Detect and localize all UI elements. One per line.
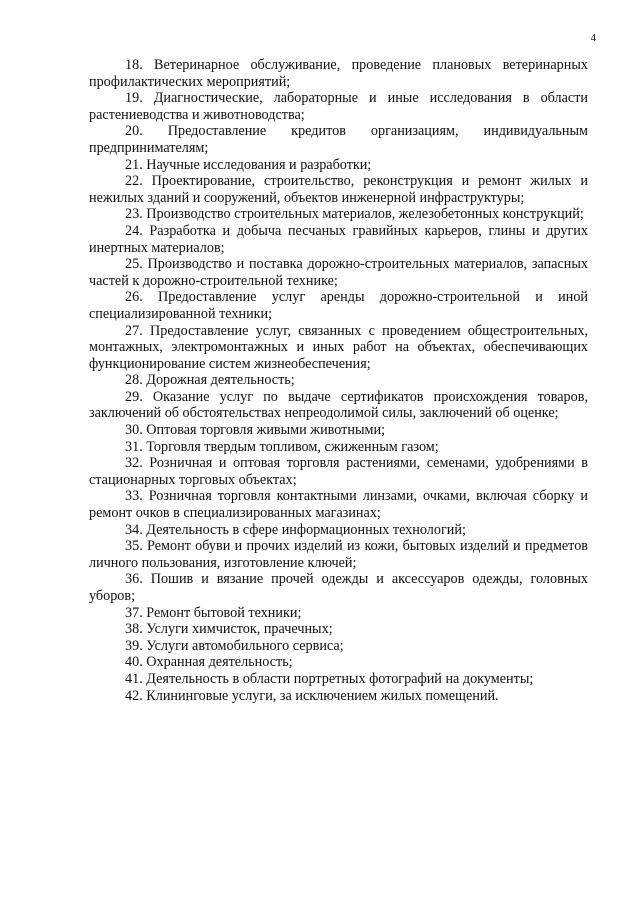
list-item: 24. Разработка и добыча песчаных гравийных карьеров, глины и других инертных материалов; (89, 222, 588, 256)
list-item: 26. Предоставление услуг аренды дорожно-строительной и иной специализированной техники; (89, 289, 588, 322)
list-item: 20. Предоставление кредитов организациям, индивидуальным предпринимателям; (89, 123, 588, 156)
list-item: 23. Производство строительных материалов, железобетонных конструкций; (125, 206, 584, 223)
page-number: 4 (590, 32, 596, 44)
list-item: 35. Ремонт обуви и прочих изделий из кожи, бытовых изделий и предметов личного пользования, изготовление ключей; (89, 538, 588, 571)
list-item: 28. Дорожная деятельность; (125, 372, 295, 389)
activity-list (89, 57, 588, 704)
list-item: 30. Оптовая торговля живыми животными; (125, 422, 386, 439)
list-item: 33. Розничная торговля контактными линзами, очками, включая сборку и ремонт очков в специализированных магазинах; (89, 488, 588, 522)
list-item: 21. Научные исследования и разработки; (125, 156, 372, 173)
list-item: 25. Производство и поставка дорожно-строительных материалов, запасных частей к дорожно-строительной технике; (89, 256, 588, 289)
list-item: 19. Диагностические, лабораторные и иные исследования в области растениеводства и животноводства; (89, 90, 588, 123)
list-item: 41. Деятельность в области портретных фотографий на документы; (125, 670, 534, 687)
list-item: 42. Клининговые услуги, за исключением жилых помещений. (125, 687, 499, 704)
list-item: 29. Оказание услуг по выдаче сертификатов происхождения товаров, заключений об обстоятельствах непреодолимой силы, заключений об оценке; (89, 388, 588, 422)
list-item: 22. Проектирование, строительство, реконструкция и ремонт жилых и нежилых зданий и сооружений, объектов инженерной инфраструктуры; (89, 173, 588, 206)
list-item: 32. Розничная и оптовая торговля растениями, семенами, удобрениями в стационарных торговых объектах; (89, 455, 588, 488)
list-item: 18. Ветеринарное обслуживание, проведение плановых ветеринарных профилактических мероприятий; (89, 57, 588, 90)
list-item: 40. Охранная деятельность; (125, 654, 293, 671)
list-item: 37. Ремонт бытовой техники; (125, 604, 302, 621)
list-item: 38. Услуги химчисток, прачечных; (125, 621, 333, 638)
list-item: 34. Деятельность в сфере информационных технологий; (125, 521, 466, 538)
list-item: 27. Предоставление услуг, связанных с проведением общестроительных, монтажных, электромонтажных и иных работ на объектах, обеспечивающих функционирование систем жизнеобеспечения; (89, 322, 588, 372)
list-item: 31. Торговля твердым топливом, сжиженным газом; (125, 438, 439, 455)
list-item: 39. Услуги автомобильного сервиса; (125, 637, 344, 654)
list-item: 36. Пошив и вязание прочей одежды и аксессуаров одежды, головных уборов; (89, 571, 588, 604)
